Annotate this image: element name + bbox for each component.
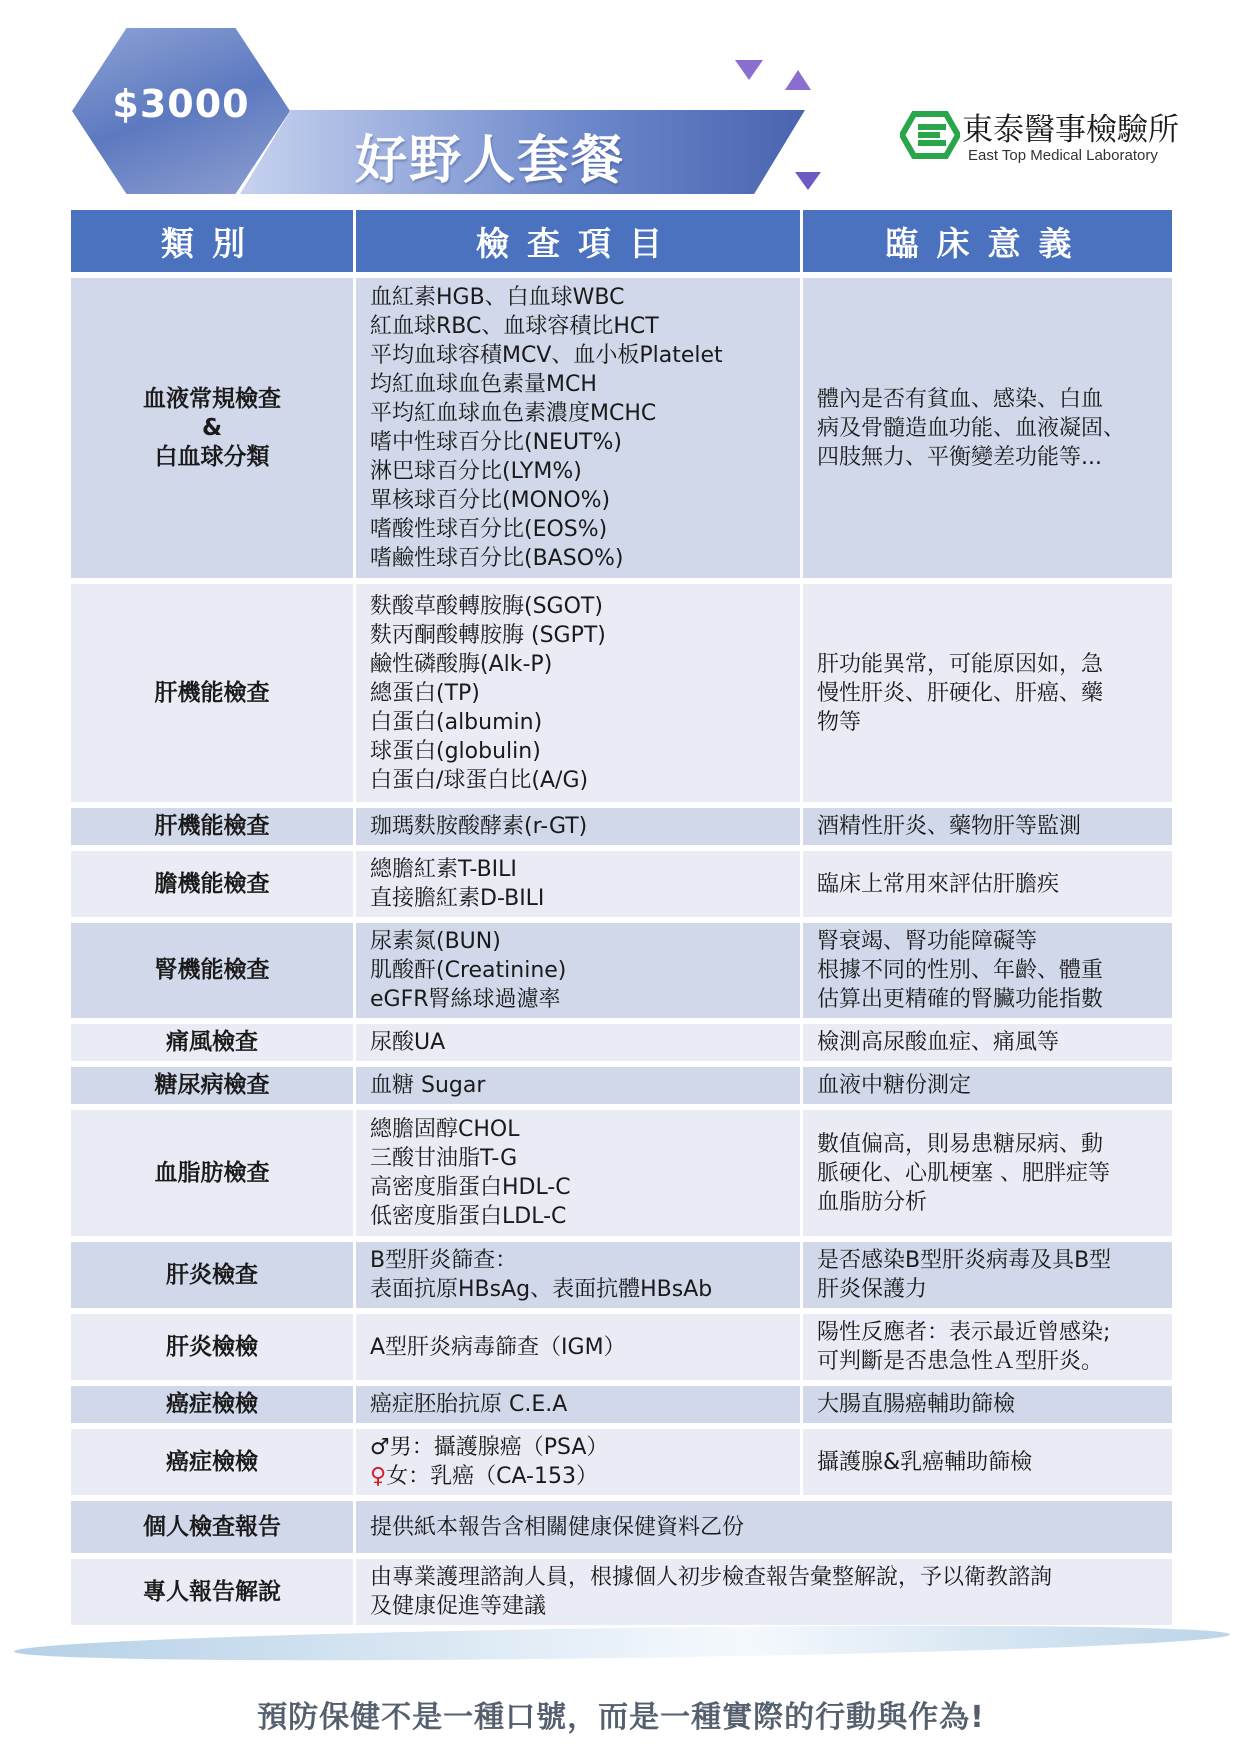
row-category: [71, 578, 356, 802]
meaning-line: 肝功能異常，可能原因如，急: [817, 651, 1104, 677]
item-line: 癌症胚胎抗原 C.E.A: [370, 1392, 568, 1417]
category-label: 專人報告解說: [143, 1578, 281, 1605]
triangle-decoration-icon: [785, 70, 811, 90]
item-text: 男：攝護腺癌（PSA）: [389, 1435, 609, 1460]
item-line: 血紅素HGB、白血球WBC: [370, 285, 625, 310]
meaning-line: 慢性肝炎、肝硬化、肝癌、藥: [817, 680, 1104, 706]
item-line: 總蛋白(TP): [370, 680, 480, 706]
row-category: [71, 1236, 356, 1308]
male-symbol-icon: ♂: [370, 1435, 390, 1460]
item-line: 麩酸草酸轉胺脢(SGOT): [370, 593, 603, 619]
row-merged-description: [356, 1553, 1172, 1625]
table-row: [71, 1495, 1172, 1553]
item-line: 三酸甘油脂T-G: [370, 1146, 518, 1171]
row-items: [356, 272, 803, 578]
category-label: 腎機能檢查: [154, 957, 270, 983]
table-row: [71, 845, 1172, 917]
category-label: 糖尿病檢查: [154, 1072, 270, 1098]
item-line: 高密度脂蛋白HDL-C: [370, 1175, 571, 1200]
header-meaning: 臨床意義: [803, 210, 1172, 272]
item-line: 鹼性磷酸脢(Alk-P): [370, 651, 553, 677]
row-items: [356, 802, 803, 845]
row-items: [356, 1104, 803, 1236]
row-items: [356, 917, 803, 1018]
meaning-line: 四肢無力、平衡變差功能等...: [817, 444, 1102, 470]
item-line: 平均紅血球血色素濃度MCHC: [370, 401, 657, 426]
package-title: 好野人套餐: [355, 131, 626, 191]
item-text: 女：乳癌（CA-153）: [386, 1464, 598, 1489]
table-row: [71, 1423, 1172, 1495]
item-line: A型肝炎病毒篩查（IGM）: [370, 1334, 626, 1360]
category-label: 肝炎檢檢: [166, 1333, 258, 1360]
table-row: [71, 1308, 1172, 1380]
row-category: [71, 1308, 356, 1380]
item-line: 珈瑪麩胺酸酵素(r-GT): [370, 814, 588, 839]
category-label: 肝機能檢查: [154, 679, 270, 706]
lab-name-en: East Top Medical Laboratory: [968, 147, 1158, 164]
category-label: 癌症檢檢: [166, 1391, 258, 1417]
meaning-line: 血脂肪分析: [817, 1189, 928, 1215]
female-symbol-icon: ♀: [370, 1464, 387, 1489]
meaning-line: 檢測高尿酸血症、痛風等: [817, 1030, 1060, 1055]
meaning-line: 物等: [817, 709, 862, 735]
row-category: [71, 917, 356, 1018]
item-line: 尿素氮(BUN): [370, 929, 501, 954]
header-category: 類別: [71, 210, 356, 272]
row-category: [71, 845, 356, 917]
table-row: [71, 1380, 1172, 1423]
row-items: [356, 1236, 803, 1308]
item-line: 紅血球RBC、血球容積比HCT: [370, 314, 659, 339]
meaning-line: 血液中糖份測定: [817, 1073, 972, 1098]
meaning-line: 數值偏高，則易患糖尿病、動: [817, 1131, 1104, 1157]
row-meaning: [803, 1380, 1172, 1423]
lab-name-zh: 東泰醫事檢驗所: [962, 112, 1179, 148]
meaning-line: 是否感染B型肝炎病毒及具B型: [817, 1248, 1112, 1273]
item-line: 尿酸UA: [370, 1030, 446, 1055]
item-line: 總膽紅素T-BILI: [370, 857, 517, 882]
table-row: [71, 917, 1172, 1018]
category-label: 痛風檢查: [166, 1029, 258, 1055]
item-line: 血糖 Sugar: [370, 1073, 486, 1098]
row-category: [71, 1380, 356, 1423]
item-line: 白蛋白(albumin): [370, 709, 543, 735]
category-label: 肝炎檢查: [166, 1261, 258, 1288]
package-price: $3000: [112, 82, 250, 126]
item-line: 肌酸酐(Creatinine): [370, 958, 567, 983]
row-items: [356, 1380, 803, 1423]
category-label: &: [201, 414, 223, 441]
row-meaning: [803, 1236, 1172, 1308]
item-line: 球蛋白(globulin): [370, 738, 541, 764]
category-label: 癌症檢檢: [166, 1448, 258, 1475]
description-line: 由專業護理諮詢人員，根據個人初步檢查報告彙整解說，予以衛教諮詢: [370, 1565, 1053, 1590]
row-meaning: [803, 802, 1172, 845]
meaning-line: 根據不同的性別、年齡、體重: [817, 958, 1104, 983]
item-line: 表面抗原HBsAg、表面抗體HBsAb: [370, 1277, 713, 1302]
row-meaning: [803, 1061, 1172, 1104]
description-line: 提供紙本報告含相關健康保健資料乙份: [370, 1514, 745, 1540]
item-line: [370, 1462, 786, 1491]
row-category: [71, 1104, 356, 1236]
meaning-line: 攝護腺&乳癌輔助篩檢: [817, 1449, 1033, 1475]
row-items: [356, 1018, 803, 1061]
row-items: [356, 1423, 803, 1495]
item-line: [370, 1433, 786, 1462]
table-row: [71, 1018, 1172, 1061]
row-category: [71, 802, 356, 845]
item-line: 單核球百分比(MONO%): [370, 488, 611, 513]
table-row: [71, 1553, 1172, 1625]
row-category: [71, 1423, 356, 1495]
item-line: 嗜鹼性球百分比(BASO%): [370, 546, 624, 571]
row-category: [71, 1495, 356, 1553]
meaning-line: 肝炎保護力: [817, 1277, 928, 1302]
meaning-line: 大腸直腸癌輔助篩檢: [817, 1392, 1016, 1417]
row-items: [356, 1308, 803, 1380]
lab-logo-icon: [900, 110, 960, 160]
item-line: B型肝炎篩查：: [370, 1248, 518, 1273]
meaning-line: 體內是否有貧血、感染、白血: [817, 386, 1104, 412]
item-line: 總膽固醇CHOL: [370, 1117, 520, 1142]
package-table: [71, 210, 1172, 1625]
category-label: 肝機能檢查: [154, 813, 270, 839]
item-line: 嗜酸性球百分比(EOS%): [370, 517, 608, 542]
row-meaning: [803, 272, 1172, 578]
meaning-line: 脈硬化、心肌梗塞 、肥胖症等: [817, 1160, 1110, 1186]
meaning-line: 估算出更精確的腎臟功能指數: [817, 987, 1104, 1012]
row-meaning: [803, 917, 1172, 1018]
meaning-line: 陽性反應者：表示最近曾感染;: [817, 1320, 1111, 1345]
table-header-row: [71, 210, 1172, 272]
category-label: 血脂肪檢查: [154, 1159, 270, 1186]
row-meaning: [803, 1018, 1172, 1061]
row-items: [356, 578, 803, 802]
table-row: [71, 1061, 1172, 1104]
triangle-decoration-icon: [795, 172, 821, 190]
row-category: [71, 1553, 356, 1625]
footer-slogan: 預防保健不是一種口號，而是一種實際的行動與作為!: [257, 1700, 985, 1735]
item-line: eGFR腎絲球過濾率: [370, 987, 561, 1012]
description-line: 及健康促進等建議: [370, 1594, 547, 1619]
row-category: [71, 272, 356, 578]
header-items: 檢查項目: [356, 210, 803, 272]
item-line: 白蛋白/球蛋白比(A/G): [370, 767, 589, 793]
row-meaning: [803, 1308, 1172, 1380]
row-merged-description: [356, 1495, 1172, 1553]
category-label: 個人檢查報告: [143, 1513, 281, 1540]
row-category: [71, 1061, 356, 1104]
table-row: [71, 272, 1172, 578]
row-meaning: [803, 845, 1172, 917]
item-line: 均紅血球血色素量MCH: [370, 372, 597, 397]
table-row: [71, 578, 1172, 802]
category-label: 白血球分類: [154, 443, 270, 470]
table-row: [71, 1236, 1172, 1308]
meaning-line: 腎衰竭、腎功能障礙等: [817, 929, 1038, 954]
meaning-line: 臨床上常用來評估肝膽疾: [817, 871, 1060, 897]
row-meaning: [803, 578, 1172, 802]
item-line: 淋巴球百分比(LYM%): [370, 459, 582, 484]
row-items: [356, 845, 803, 917]
table-row: [71, 1104, 1172, 1236]
meaning-line: 可判斷是否患急性Ａ型肝炎。: [817, 1349, 1104, 1374]
item-line: 嗜中性球百分比(NEUT%): [370, 430, 622, 455]
row-items: [356, 1061, 803, 1104]
category-label: 血液常規檢查: [143, 385, 281, 412]
meaning-line: 病及骨髓造血功能、血液凝固、: [817, 415, 1126, 441]
row-category: [71, 1018, 356, 1061]
item-line: 低密度脂蛋白LDL-C: [370, 1204, 567, 1229]
category-label: 膽機能檢查: [154, 870, 270, 897]
decorative-swoosh: [14, 1620, 1230, 1667]
table-row: [71, 802, 1172, 845]
item-line: 麩丙酮酸轉胺脢 (SGPT): [370, 622, 606, 648]
row-meaning: [803, 1104, 1172, 1236]
item-line: 直接膽紅素D-BILI: [370, 886, 545, 911]
item-line: 平均血球容積MCV、血小板Platelet: [370, 343, 723, 368]
triangle-decoration-icon: [735, 60, 763, 80]
meaning-line: 酒精性肝炎、藥物肝等監測: [817, 814, 1082, 839]
row-meaning: [803, 1423, 1172, 1495]
